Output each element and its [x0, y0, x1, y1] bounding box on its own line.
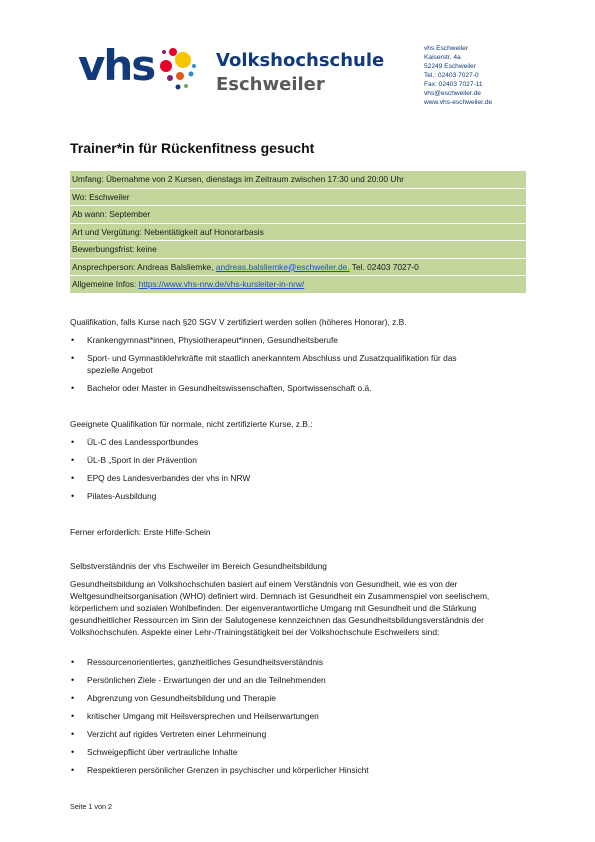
info-allgemein: [70, 276, 526, 293]
info-ansprechperson: [70, 259, 526, 276]
contact-line: vhs Eschweiler: [424, 45, 468, 52]
info-umfang: Umfang: Übernahme von 2 Kursen, dienstags im Zeitraum zwischen 17:30 und 20:00 Uhr: [70, 171, 526, 188]
info-wo: Wo: Eschweiler: [70, 189, 526, 206]
list-item: • Schweigepflicht über vertrauliche Inhalte: [70, 746, 526, 758]
infos-link[interactable]: https://www.vhs-nrw.de/vhs-kursleiter-in-nrw/: [138, 279, 305, 289]
info-ab-wann: Ab wann: September: [70, 206, 526, 223]
list-item: • Sport- und Gymnastiklehrkräfte mit staatlich anerkanntem Abschluss und Zusatzqualifikation für das spezielle Angebot: [70, 352, 526, 376]
list-item: • ÜL-B „Sport in der Prävention: [70, 454, 526, 466]
logo-title: Volkshochschule: [216, 50, 385, 71]
page-title: Trainer*in für Rückenfitness gesucht: [70, 140, 315, 156]
list-item: • Pilates-Ausbildung: [70, 490, 526, 502]
vhs-logo: [78, 41, 398, 100]
info-frist: Bewerbungsfrist: keine: [70, 241, 526, 258]
ansprech-label: Ansprechperson: Andreas Balsliemke,: [72, 261, 216, 272]
contact-email[interactable]: vhs@eschweiler.de: [424, 90, 481, 97]
qualifikation-heading: Qualifikation, falls Kurse nach §20 SGV V zertifiziert werden sollen (höheres Honorar), z.B.: [70, 317, 407, 327]
infos-label: Allgemeine Infos:: [72, 279, 139, 289]
geeignete-heading: Geeignete Qualifikation für normale, nicht zertifizierte Kurse, z.B.:: [70, 419, 313, 429]
page-number: Seite 1 von 2: [70, 802, 112, 811]
list-item: • ÜL-C des Landessportbundes: [70, 436, 526, 448]
qualifikation-list: [70, 334, 526, 394]
list-item: • Abgrenzung von Gesundheitsbildung und Therapie: [70, 692, 526, 704]
ansprech-phone: Tel. 02403 7027-0: [349, 261, 419, 272]
selbst-list: [70, 656, 526, 776]
list-item: • Bachelor oder Master in Gesundheitswissenschaften, Sportwissenschaft o.ä.: [70, 382, 526, 394]
selbst-text: Gesundheitsbildung an Volkshochschulen basiert auf einem Verständnis von Gesundheit, wie es von der Weltgesundheitsorganisation (WHO) definiert wird. Demnach ist Gesundheit ein Zusammenspiel von seelischem, körperlichem und sozialen Wohlbefinden. Der eigenverantwortliche Umgang mit Gesundheit und die Stärkung gesundheitlicher Ressourcen im Sinn der Salutogenese kennzeichnen das Gesundheitsbildungsverständnis der Volkshochschulen. Aspekte einer Lehr-/Trainingstätigkeit bei der Volkshochschule Eschweilers sind:: [70, 579, 490, 637]
list-item: • Krankengymnast*innen, Physiotherapeut*innen, Gesundheitsberufe: [70, 334, 526, 346]
geeignete-list: [70, 436, 526, 502]
contact-line: Tel.: 02403 7027-0: [424, 72, 479, 79]
list-item: • kritischer Umgang mit Heilsversprechen und Heilserwartungen: [70, 710, 526, 722]
ferner-text: Ferner erforderlich: Erste Hilfe-Schein: [70, 527, 211, 537]
list-item: • Ressourcenorientiertes, ganzheitliches Gesundheitsverständnis: [70, 656, 526, 668]
contact-line: 52249 Eschweiler: [424, 63, 477, 70]
list-item: • Persönlichen Ziele - Erwartungen der und an die Teilnehmenden: [70, 674, 526, 686]
logo-dots-icon: [158, 44, 214, 94]
logo-vhs-text: vhs: [78, 41, 155, 90]
contact-line: Kaiserstr. 4a: [424, 54, 461, 61]
info-art: Art und Vergütung: Nebentätigkeit auf Honorarbasis: [70, 224, 526, 241]
list-item: • Respektieren persönlicher Grenzen in psychischer und körperlicher Hinsicht: [70, 764, 526, 776]
logo-subtitle: Eschweiler: [216, 74, 325, 95]
contact-line: Fax: 02403 7027-11: [424, 81, 483, 88]
selbst-heading: Selbstverständnis der vhs Eschweiler im Bereich Gesundheitsbildung: [70, 561, 327, 571]
list-item: • Verzicht auf rigides Vertreten einer Lehrmeinung: [70, 728, 526, 740]
info-box: [70, 171, 526, 294]
list-item: • EPQ des Landesverbandes der vhs in NRW: [70, 472, 526, 484]
contact-website[interactable]: www.vhs-eschweiler.de: [424, 99, 493, 106]
ansprech-email-link[interactable]: andreas.balsliemke@eschweiler.de.: [215, 261, 350, 272]
contact-block: [424, 44, 492, 107]
